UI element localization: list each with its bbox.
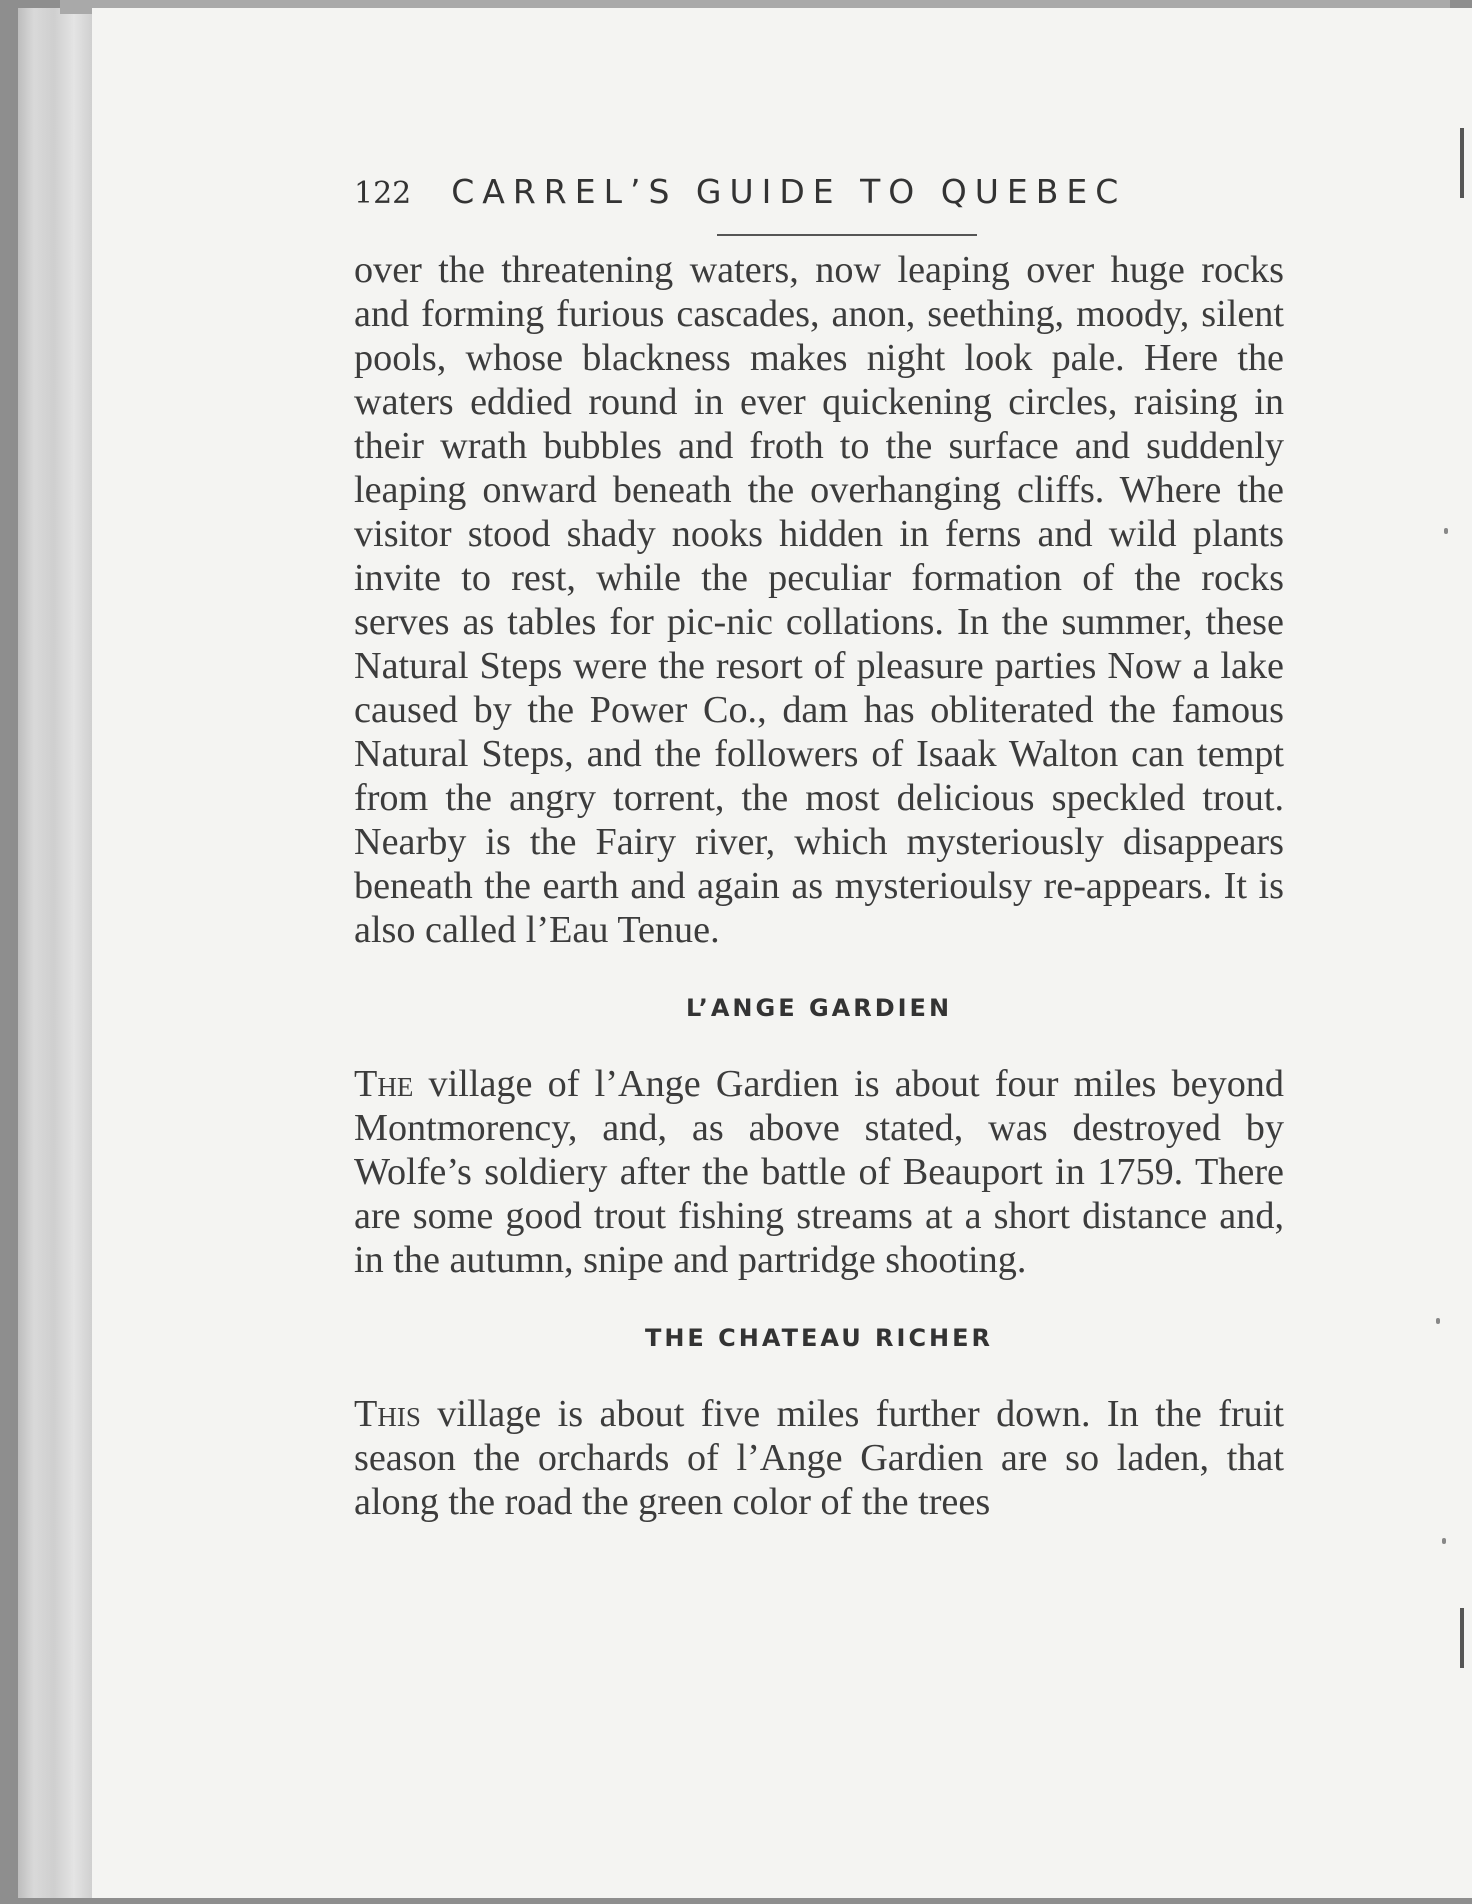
speck [1444, 528, 1448, 534]
speck [1442, 1538, 1446, 1544]
section-paragraph [354, 1392, 1284, 1524]
running-head [354, 172, 1284, 228]
speck [1436, 1318, 1440, 1324]
book-title: CARREL’S GUIDE TO QUEBEC [451, 172, 1127, 211]
section-heading: THE CHATEAU RICHER [644, 1324, 994, 1352]
page-edge-mark [1460, 1608, 1464, 1668]
lead-word: The [354, 1063, 414, 1105]
paragraph-text: village is about five miles further down. In the fruit season the orchards of l’Ange Gardien are so laden, that along the road the green color of the trees [354, 1393, 1284, 1523]
section-heading: L’ANGE GARDIEN [685, 994, 953, 1022]
page-number: 122 [354, 176, 412, 211]
lead-word: This [354, 1393, 421, 1435]
body-paragraph: over the threatening waters, now leaping over huge rocks and forming furious cascades, anon, seething, moody, silent pools, whose blackness makes night look pale. Here the waters eddied round in ever quickening circles, raising in their wrath bubbles and froth to the surface and suddenly leaping onward beneath the overhanging cliffs. Where the visitor stood shady nooks hidden in ferns and wild plants invite to rest, while the peculiar formation of the rocks serves as tables for pic-nic collations. In the summer, these Natural Steps were the resort of pleasure parties Now a lake caused by the Power Co., dam has obliterated the famous Natural Steps, and the followers of Isaak Walton can tempt from the angry torrent, the most delicious speckled trout. Nearby is the Fairy river, which mysteriously disappears beneath the earth and again as mysterioulsy re-appears. It is also called l’Eau Tenue. [354, 249, 1284, 951]
page-text [354, 172, 1284, 1524]
header-rule [717, 234, 977, 236]
section-paragraph [354, 1062, 1284, 1282]
book-page-edges [18, 8, 98, 1898]
page-edge-mark [1460, 128, 1464, 198]
paragraph-text: village of l’Ange Gardien is about four miles beyond Montmorency, and, as above stated, was destroyed by Wolfe’s soldiery after the battle of Beauport in 1759. There are some good trout fishing streams at a short distance and, in the autumn, snipe and partridge shooting. [354, 1063, 1284, 1281]
